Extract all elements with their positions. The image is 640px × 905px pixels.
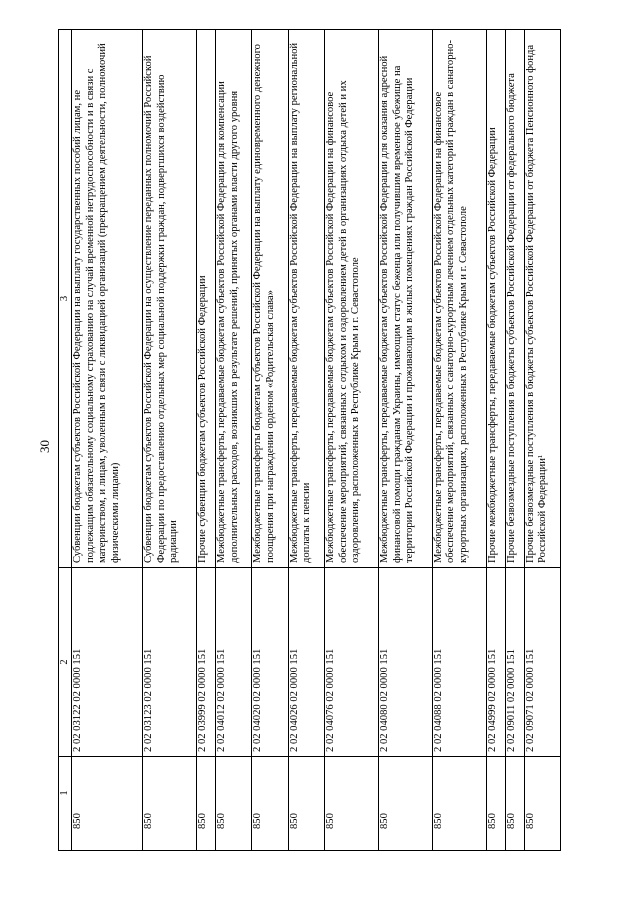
table-row	[197, 30, 216, 851]
cell-admin-code: 850	[524, 757, 560, 851]
cell-revenue-name: Межбюджетные трансферты, передаваемые бюджетам субъектов Российской Федерации на финансовое обеспечение мероприятий, связанных с отдыхом и оздоровлением детей в организациях отдыха детей и их оздоровления, расположенных в Республике Крым и г. Севастополе	[325, 30, 379, 568]
cell-budget-code: 2 02 03122 02 0000 151	[72, 568, 143, 757]
cell-revenue-name: Межбюджетные трансферты бюджетам субъектов Российской Федерации на выплату единовременного денежного поощрения при награждении орденом «Родительская слава»	[252, 30, 288, 568]
cell-admin-code: 850	[486, 757, 505, 851]
cell-budget-code: 2 02 04020 02 0000 151	[252, 568, 288, 757]
cell-budget-code: 2 02 03123 02 0000 151	[143, 568, 197, 757]
cell-admin-code: 850	[252, 757, 288, 851]
cell-revenue-name: Межбюджетные трансферты, передаваемые бюджетам субъектов Российской Федерации для компенсации дополнительных расходов, возникших в результате решений, принятых органами власти другого уровня	[216, 30, 252, 568]
column-header-3: 3	[59, 30, 72, 568]
cell-admin-code: 850	[325, 757, 379, 851]
cell-revenue-name: Межбюджетные трансферты, передаваемые бюджетам субъектов Российской Федерации на финансовое обеспечение мероприятий, связанных с санаторно-курортным лечением отдельных категорий граждан в санаторно-курортных организациях, расположенных в Республике Крым и г. Севастополе	[432, 30, 486, 568]
table-row	[72, 30, 143, 851]
cell-admin-code: 850	[379, 757, 433, 851]
table-row	[252, 30, 288, 851]
rotated-page-content	[58, 40, 561, 851]
column-header-2: 2	[59, 568, 72, 757]
cell-revenue-name: Прочие субвенции бюджетам субъектов Российской Федерации	[197, 30, 216, 568]
cell-admin-code: 850	[288, 757, 324, 851]
cell-revenue-name: Прочие безвозмездные поступления в бюджеты субъектов Российской Федерации от федерального бюджета	[505, 30, 524, 568]
cell-revenue-name: Субвенции бюджетам субъектов Российской Федерации на выплату государственных пособий лицам, не подлежащим обязательному социальному страхованию на случай временной нетрудоспособности и в связи с материнством, и лицам, уволенным в связи с ликвидацией организаций (прекращением деятельности, полномочий физическими лицами)	[72, 30, 143, 568]
cell-budget-code: 2 02 04080 02 0000 151	[379, 568, 433, 757]
cell-budget-code: 2 02 03999 02 0000 151	[197, 568, 216, 757]
table-row	[143, 30, 197, 851]
cell-revenue-name: Прочие безвозмездные поступления в бюджеты субъектов Российской Федерации от бюджета Пенсионного фонда Российской Федерации¹	[524, 30, 560, 568]
cell-revenue-name: Прочие межбюджетные трансферты, передаваемые бюджетам субъектов Российской Федерации	[486, 30, 505, 568]
cell-budget-code: 2 02 04076 02 0000 151	[325, 568, 379, 757]
cell-budget-code: 2 02 04012 02 0000 151	[216, 568, 252, 757]
cell-budget-code: 2 02 04026 02 0000 151	[288, 568, 324, 757]
column-header-1: 1	[59, 757, 72, 851]
cell-budget-code: 2 02 04088 02 0000 151	[432, 568, 486, 757]
table-row	[325, 30, 379, 851]
cell-revenue-name: Субвенции бюджетам субъектов Российской Федерации на осуществление переданных полномочий Российской Федерации по предоставлению отдельных мер социальной поддержки граждан, подвергшихся воздействию радиации	[143, 30, 197, 568]
cell-admin-code: 850	[216, 757, 252, 851]
table-row	[379, 30, 433, 851]
table-row	[288, 30, 324, 851]
cell-budget-code: 2 02 04999 02 0000 151	[486, 568, 505, 757]
cell-revenue-name: Межбюджетные трансферты, передаваемые бюджетам субъектов Российской Федерации на выплату региональной доплаты к пенсии	[288, 30, 324, 568]
header-row	[59, 30, 72, 851]
cell-admin-code: 850	[143, 757, 197, 851]
cell-admin-code: 850	[505, 757, 524, 851]
page-number: 30	[37, 440, 52, 453]
cell-budget-code: 2 02 09071 02 0000 151	[524, 568, 560, 757]
table-row	[486, 30, 505, 851]
table-row	[505, 30, 524, 851]
cell-admin-code: 850	[432, 757, 486, 851]
cell-admin-code: 850	[72, 757, 143, 851]
table-row	[216, 30, 252, 851]
cell-revenue-name: Межбюджетные трансферты, передаваемые бюджетам субъектов Российской Федерации для оказания адресной финансовой помощи гражданам Украины, имеющим статус беженца или получившим временное убежище на территории Российской Федерации и проживающим в жилых помещениях граждан Российской Федерации	[379, 30, 433, 568]
table-row	[524, 30, 560, 851]
cell-budget-code: 2 02 09011 02 0000 151	[505, 568, 524, 757]
budget-revenue-table	[58, 29, 561, 851]
cell-admin-code: 850	[197, 757, 216, 851]
table-row	[432, 30, 486, 851]
